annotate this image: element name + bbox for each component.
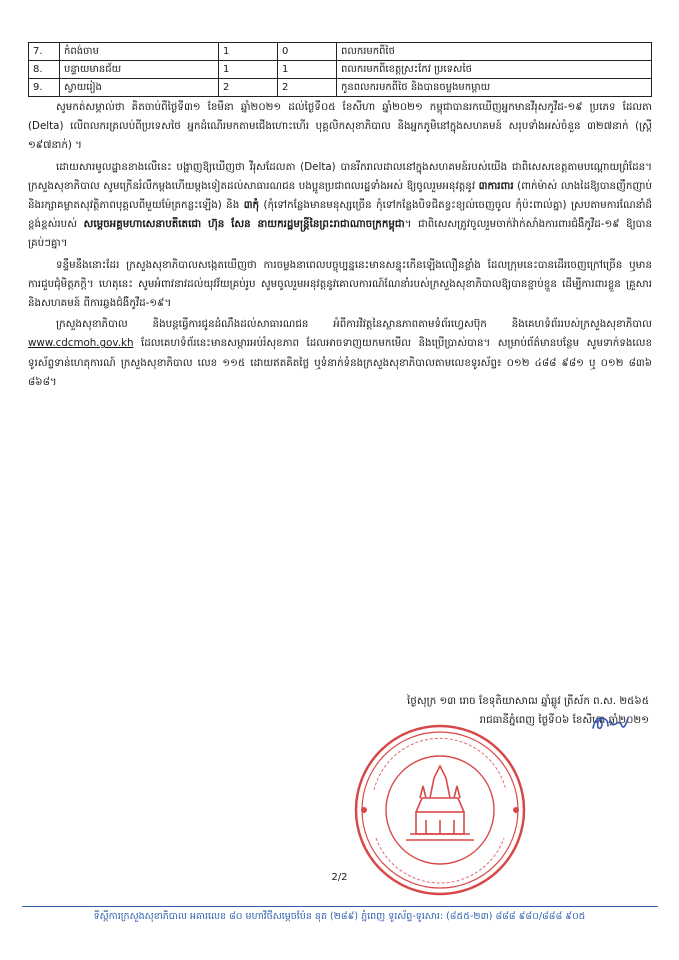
cell-area: បន្ទាយមានជ័យ xyxy=(60,61,219,79)
cell-area: កំពង់ចាម xyxy=(60,43,219,61)
cell-b: 2 xyxy=(278,79,337,97)
footer-rule xyxy=(22,906,658,907)
website-link[interactable]: www.cdcmoh.gov.kh xyxy=(28,337,134,350)
paragraph-1: សូមកត់សម្គាល់ថា គិតចាប់ពីថ្ងៃទី៣១ ខែមីនា ឆ្នាំ២០២១ ដល់ថ្ងៃទី០៥ ខែសីហា ឆ្នាំ២០២១ កម្ពុជាបានរកឃើញអ្នកមានវីរុសកូវីដ-១៩ ប្រភេទ ដែលតា (Delta) លើពលករត្រលប់ពីប្រទេសថៃ អ្នកដំណើរមកតាមជើងហោះហើរ បុគ្គលិកសុខាភិបាល និងអ្នកភូមិនៅក្នុងសហគមន៍ សរុបទាំងអស់ចំនួន ៣២៧នាក់ (ស្ត្រី ១៩៧នាក់) ។ xyxy=(28,101,652,152)
cases-table xyxy=(28,42,652,97)
cell-note: កូនពលករមកពីថៃ និងបានចម្លងមកម្ដាយ xyxy=(337,79,652,97)
cell-a: 1 xyxy=(219,61,278,79)
table-row xyxy=(29,79,652,97)
cell-b: 0 xyxy=(278,43,337,61)
document-body xyxy=(28,98,652,394)
cell-a: 1 xyxy=(219,43,278,61)
cell-note: ពលករមកពីថៃ xyxy=(337,43,652,61)
cell-area: ស្វាយរៀង xyxy=(60,79,219,97)
paragraph-4: ក្រសួងសុខាភិបាល និងបន្តធ្វើការជូនដំណឹងដល់សាធារណជន អំពីការវិវត្តនៃស្ថានភាពតាមទំព័រហ្វេសប៊ុក និងគេហទំព័ររបស់ក្រសួងសុខាភិបាល www.cdcmoh.gov.kh ដែលគេហទំព័រនេះមានសម្ភារអប់រំសុខភាព ដែលអាចទាញយកមកមើល និងប្រើប្រាស់បាន។ សម្រាប់ព័ត៌មានបន្ថែម សូមទាក់ទងលេខទូរស័ព្ទទាន់ហេតុការណ៍ ក្រសួងសុខាភិបាល លេខ ១១៥ ដោយឥតគិតថ្លៃ ឬទំនាក់ទំនងក្រសួងសុខាភិបាលតាមលេខទូរស័ព្ទ៖ ០១២ ៤៨៨ ៩៨១ ឬ ០១២ ៨៣៦ ៨៦៨។ xyxy=(28,318,653,388)
table-row xyxy=(29,61,652,79)
cell-no: 7. xyxy=(29,43,60,61)
page-number: 2/2 xyxy=(331,872,348,883)
paragraph-3: ទន្ទឹមនឹងនោះដែរ ក្រសួងសុខាភិបាលសង្កេតឃើញថា ការចម្លងនាពេលបច្ចុប្បន្ននេះមានសន្ទុះកើនឡើងលឿនខ្លាំង ដែលក្រុមនេះបានដើរចេញក្រៅច្រើន ឬមានការជួបជុំមិត្តភក្តិ។ ហេតុនេះ សូមអំពាវនាវដល់យុវវ័យគ្រប់រូប សូមចូលរួមអនុវត្តនូវគោលការណ៍ណែនាំរបស់ក្រសួងសុខាភិបាលឱ្យបានខ្ជាប់ខ្ជួន ដើម្បីការពារខ្លួន គ្រួសារ និងសហគមន៍ ពីការឆ្លងជំងឺកូវីដ-១៩។ xyxy=(28,258,652,310)
cell-b: 1 xyxy=(278,61,337,79)
cell-a: 2 xyxy=(219,79,278,97)
cell-no: 9. xyxy=(29,79,60,97)
signature-mark xyxy=(590,712,630,734)
solar-date: រាជធានីភ្នំពេញ ថ្ងៃទី០៦ ខែសីហា ឆ្នាំ២០២១ xyxy=(479,714,649,726)
lunar-date: ថ្ងៃសុក្រ ១៣ រោច ខែទុតិយាសាឍ ឆ្នាំឆ្លូវ ត្រីស័ក ព.ស. ២៥៦៥ xyxy=(407,695,649,707)
table-row xyxy=(29,43,652,61)
cell-no: 8. xyxy=(29,61,60,79)
footer-address: ទីស្តីការក្រសួងសុខាភិបាល អគារលេខ ៨០ មហាវិថីសម្ដេចប៉ែន នុត (២៨៩) ភ្នំពេញ ទូរស័ព្ទ-ទូរសារ: (៨៥៥-២៣) ៨៨៨ ៩៨០/៨៨៨ ៩០៥ xyxy=(93,911,586,922)
paragraph-2: ដោយសារមូលដ្ឋានខាងលើនេះ បង្ហាញឱ្យឃើញថា វីរុសដែលតា (Delta) បានរីករាលដាលនៅក្នុងសហគមន៍របស់យើង ជាពិសេសខេត្តតាមបណ្ដោយព្រំដែន។ ក្រសួងសុខាភិបាល សូមក្រើនរំលឹកម្ដងហើយម្ដងទៀតដល់សាធារណជន បងប្អូនប្រជាពលរដ្ឋទាំងអស់ ឱ្យចូលរួមអនុវត្តនូវ ៣ការពារ (ពាក់ម៉ាស់ លាងដៃឱ្យបានញឹកញាប់ និងរក្សាគម្លាតសុវត្ថិភាពបុគ្គលពីមួយម៉ែត្រកន្លះឡើង) និង ៣កុំ (កុំទៅកន្លែងមានមនុស្សច្រើន កុំទៅកន្លែងបិទជិតខ្វះខ្យល់ចេញចូល កុំប៉ះពាល់គ្នា) ស្របតាមការណែនាំដ៏ខ្ពង់ខ្ពស់របស់ សម្ដេចអគ្គមហាសេនាបតីតេជោ ហ៊ុន សែន នាយករដ្ឋមន្ត្រីនៃព្រះរាជាណាចក្រកម្ពុជា។ ជាពិសេសត្រូវចូលរួមចាក់វ៉ាក់សាំងការពារជំងឺកូវីដ-១៩ ឱ្យបានគ្រប់ៗគ្នា។ xyxy=(28,160,652,250)
cell-note: ពលករមកពីខេត្តស្រះកែវ ប្រទេសថៃ xyxy=(337,61,652,79)
